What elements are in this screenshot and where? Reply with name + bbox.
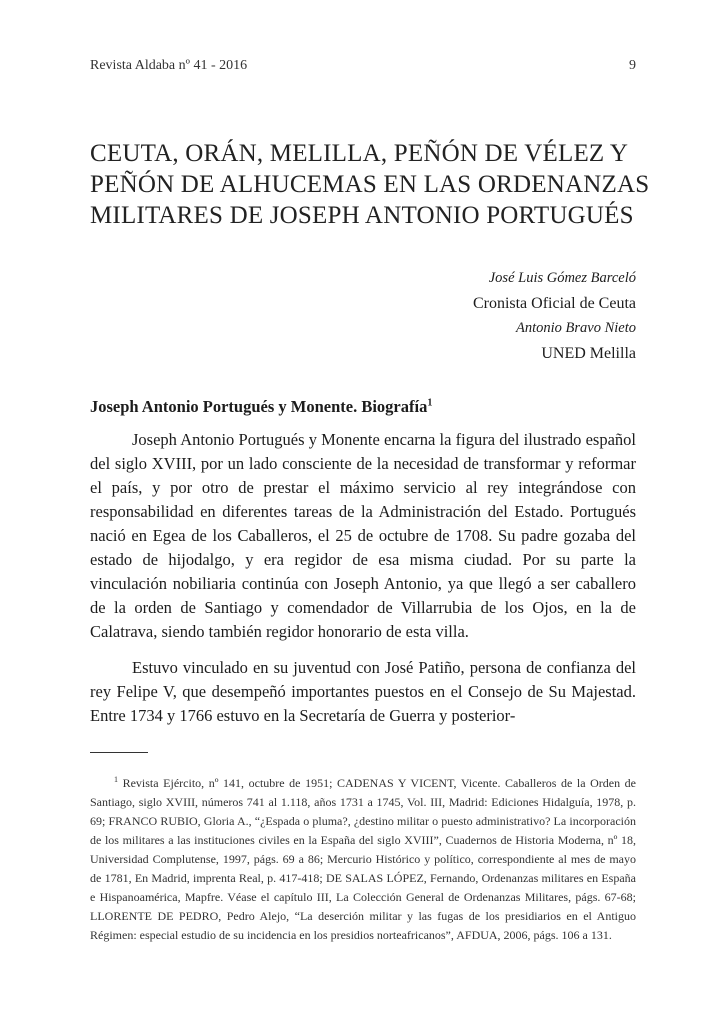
paragraph: Estuvo vinculado en su juventud con José Patiño, persona de confianza del rey Felipe V, que desempeñó importantes puestos en el Consejo de Su Majestad. Entre 1734 y 1766 estuvo en la Secretaría de Guerra y posterior- [90,658,636,725]
footnote-reference: 1 [427,397,433,409]
body-text [90,428,636,740]
running-header [90,58,636,74]
author-affiliation: UNED Melilla [541,345,636,362]
section-heading [90,397,432,417]
paragraph: Joseph Antonio Portugués y Monente encarna la figura del ilustrado español del siglo XVIII, por un lado consciente de la necesidad de transformar y reformar el país, y por otro de prestar el máximo servicio al rey integrándose con responsabilidad en diferentes tareas de la Administración del Estado. Portugués nació en Egea de los Caballeros, el 25 de octubre de 1708. Su padre gozaba del estado de hijodalgo, y era regidor de esa misma ciudad. Por su parte la vinculación nobiliaria continúa con Joseph Antonio, ya que llegó a ser caballero de la orden de Santiago y comendador de Villarrubia de los Ojos, en la de Calatrava, siendo también regidor honorario de esta villa. [90,430,636,641]
journal-name: Revista Aldaba nº 41 - 2016 [90,58,248,73]
author-name: José Luis Gómez Barceló [488,270,636,286]
section-heading-text: Joseph Antonio Portugués y Monente. Biografía [90,397,428,416]
footnote-mark: 1 [114,775,118,784]
author-name: Antonio Bravo Nieto [515,320,636,336]
footnote-text: Revista Ejército, nº 141, octubre de 1951; CADENAS Y VICENT, Vicente. Caballeros de la Orden de Santiago, siglo XVIII, números 741 al 1.118, años 1731 a 1745, Vol. III, Madrid: Ediciones Hidalguía, 1978, p. 69; FRANCO RUBIO, Gloria A., “¿Espada o pluma?, ¿destino militar o puesto administrativo? La incorporación de los militares a las instituciones civiles en la España del siglo XVIII”, Cuadernos de Historia Moderna, nº 18, Universidad Complutense, 1997, págs. 69 a 86; Mercurio Histórico y político, correspondiente al mes de mayo de 1781, En Madrid, imprenta Real, p. 417-418; DE SALAS LÓPEZ, Fernando, Ordenanzas militares en España e Hispanoamérica, Mapfre. Véase el capítulo III, La Colección General de Ordenanzas Militares, págs. 67-68; LLORENTE DE PEDRO, Pedro Alejo, “La deserción militar y las fugas de los presidiarios en el Antiguo Régimen: especial estudio de su incidencia en los presidios norteafricanos”, AFDUA, 2006, págs. 106 a 131. [90,776,637,942]
author-affiliation: Cronista Oficial de Ceuta [472,295,636,312]
page-number: 9 [629,58,636,73]
footnote-separator [90,752,148,753]
author-block [296,266,636,366]
footnote [90,770,636,945]
article-title: CEUTA, ORÁN, MELILLA, PEÑÓN DE VÉLEZ Y PEÑÓN DE ALHUCEMAS EN LAS ORDENANZAS MILITARES DE JOSEPH ANTONIO PORTUGUÉS [90,140,650,229]
